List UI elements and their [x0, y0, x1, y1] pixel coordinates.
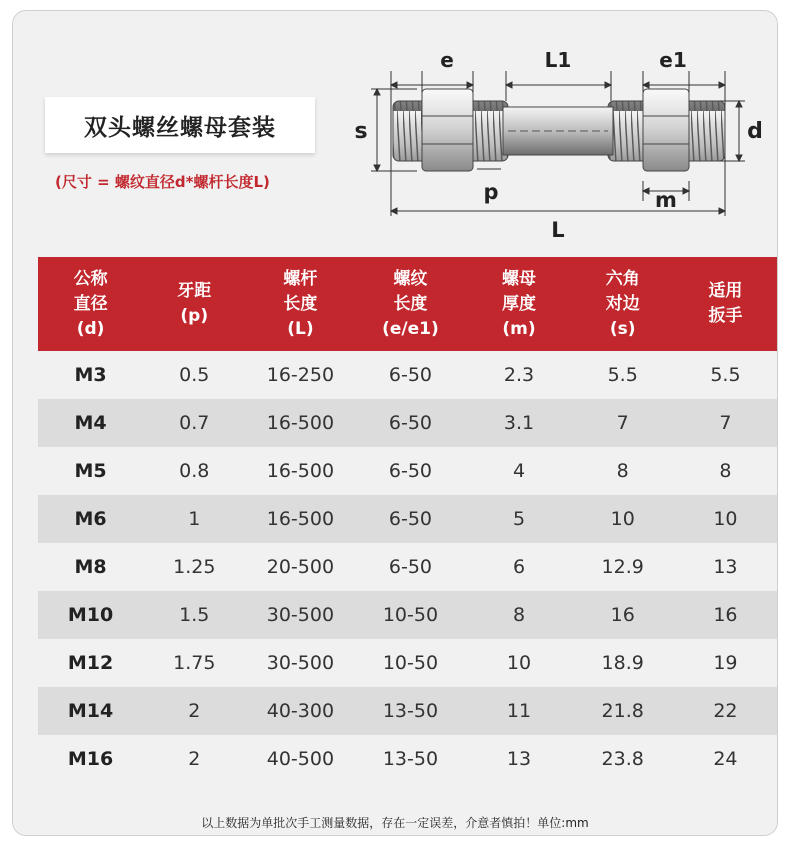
table-cell: 1.75 — [173, 652, 216, 674]
table-cell: 23.8 — [601, 748, 644, 770]
table-cell: 5 — [512, 508, 526, 530]
table-cell: 19 — [713, 652, 738, 674]
table-cell: 5.5 — [710, 364, 741, 386]
label-L1: L1 — [544, 48, 572, 72]
product-card — [12, 10, 778, 836]
table-cell: 5.5 — [607, 364, 638, 386]
table-cell: 0.5 — [179, 364, 210, 386]
table-cell: 10-50 — [382, 604, 439, 626]
table-row — [38, 591, 778, 639]
table-cell: 22 — [713, 700, 738, 722]
header-pitch: 牙距 (p) — [177, 281, 212, 326]
label-p: p — [483, 180, 499, 204]
title-box — [45, 97, 315, 153]
table-cell: 13 — [713, 556, 738, 578]
table-cell: M6 — [74, 508, 107, 530]
table-cell: 16 — [713, 604, 738, 626]
table-cell: 20-500 — [266, 556, 335, 578]
table-cell: 6-50 — [388, 508, 432, 530]
table-row — [38, 735, 778, 783]
table-row — [38, 687, 778, 735]
header-nut-thickness: 螺母 厚度 (m) — [502, 268, 536, 339]
table-cell: 6-50 — [388, 460, 432, 482]
table-cell: 8 — [719, 460, 732, 482]
label-e1: e1 — [659, 48, 687, 72]
table-cell: 16-500 — [266, 412, 335, 434]
table-cell: 12.9 — [601, 556, 644, 578]
table-cell: M5 — [74, 460, 107, 482]
header-nominal-diameter: 公称 直径 (d) — [73, 268, 108, 339]
table-row — [38, 399, 778, 447]
table-cell: 1 — [188, 508, 201, 530]
spec-table — [38, 257, 778, 783]
table-cell: 10 — [713, 508, 738, 530]
table-cell: 6-50 — [388, 556, 432, 578]
table-cell: 13 — [506, 748, 532, 770]
table-row — [38, 543, 778, 591]
table-row — [38, 639, 778, 687]
table-cell: 8 — [616, 460, 629, 482]
table-cell: M4 — [74, 412, 107, 434]
table-cell: 7 — [616, 412, 629, 434]
header-thread-length: 螺纹 长度 (e/e1) — [382, 268, 439, 339]
table-cell: 2 — [188, 748, 201, 770]
table-row — [38, 447, 778, 495]
table-cell: M3 — [74, 364, 107, 386]
table-cell: 24 — [713, 748, 738, 770]
table-cell: 18.9 — [601, 652, 644, 674]
table-cell: M16 — [67, 748, 114, 770]
table-cell: 6-50 — [388, 412, 432, 434]
label-d: d — [747, 119, 763, 144]
table-cell: 3.1 — [503, 412, 535, 434]
table-cell: 2.3 — [503, 364, 535, 386]
table-cell: 16-500 — [266, 508, 335, 530]
table-cell: 4 — [512, 460, 526, 482]
table-cell: 11 — [506, 700, 532, 722]
table-cell: M12 — [67, 652, 114, 674]
table-body — [38, 351, 778, 783]
label-e: e — [440, 48, 454, 72]
table-row — [38, 351, 778, 399]
table-cell: 16-250 — [266, 364, 335, 386]
table-cell: 16 — [610, 604, 635, 626]
header-wrench-size: 适用 扳手 — [708, 281, 743, 326]
table-cell: M10 — [67, 604, 114, 626]
table-cell: 7 — [719, 412, 732, 434]
table-cell: 13-50 — [382, 700, 439, 722]
page-title: 双头螺丝螺母套装 — [84, 114, 276, 141]
table-cell: 1.5 — [179, 604, 210, 626]
header-rod-length: 螺杆 长度 (L) — [283, 268, 318, 339]
table-cell: M8 — [74, 556, 107, 578]
footnote: 以上数据为单批次手工测量数据，存在一定误差，介意者慎拍！单位:mm — [201, 816, 589, 830]
table-cell: 30-500 — [266, 652, 335, 674]
table-cell: 30-500 — [266, 604, 335, 626]
table-cell: 1.25 — [173, 556, 216, 578]
table-cell: 8 — [512, 604, 526, 626]
table-cell: M14 — [67, 700, 114, 722]
size-note: (尺寸 = 螺纹直径d*螺杆长度L) — [55, 173, 270, 191]
label-L: L — [551, 218, 565, 242]
table-cell: 10-50 — [382, 652, 439, 674]
table-row — [38, 495, 778, 543]
stud-bolt-diagram — [343, 41, 773, 251]
header-hex-across-flats: 六角 对边 (s) — [605, 268, 640, 339]
table-cell: 10 — [610, 508, 635, 530]
label-s: s — [354, 119, 368, 144]
table-cell: 6-50 — [388, 364, 432, 386]
table-cell: 21.8 — [601, 700, 644, 722]
table-header — [38, 257, 778, 351]
table-cell: 16-500 — [266, 460, 335, 482]
table-cell: 0.8 — [179, 460, 210, 482]
table-cell: 2 — [188, 700, 201, 722]
table-cell: 6 — [512, 556, 526, 578]
table-cell: 13-50 — [382, 748, 439, 770]
table-cell: 40-500 — [266, 748, 335, 770]
label-m: m — [655, 188, 677, 212]
table-cell: 10 — [506, 652, 532, 674]
table-cell: 0.7 — [179, 412, 210, 434]
table-cell: 40-300 — [266, 700, 335, 722]
